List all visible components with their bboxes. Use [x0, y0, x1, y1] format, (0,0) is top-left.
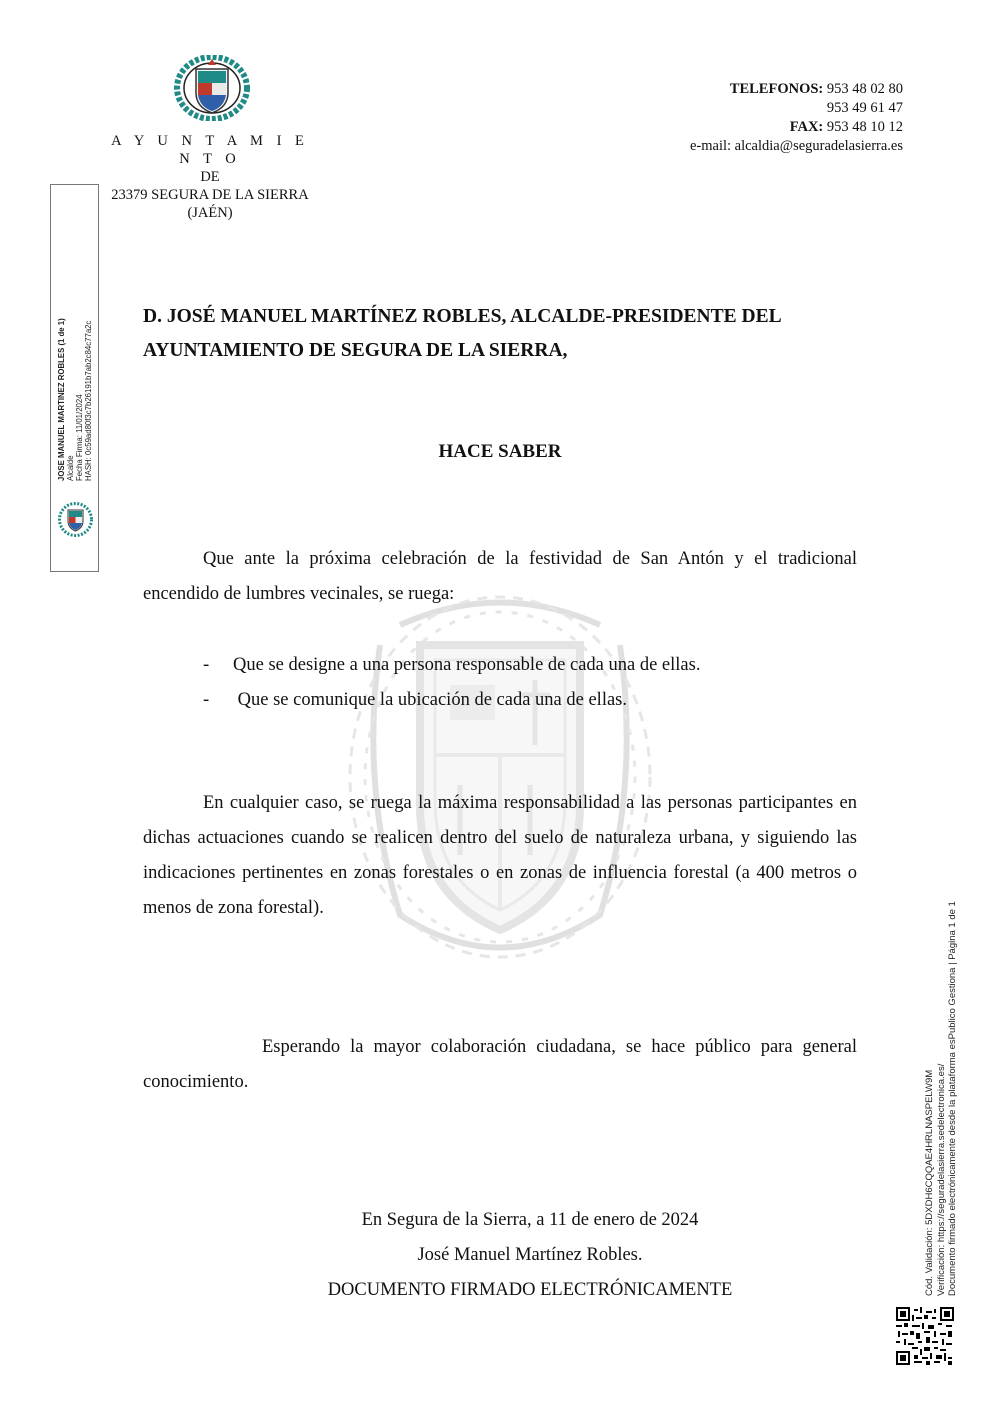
signature-hash: HASH: 0c59ad80f3c7b26191b7ab2c84c77a2c	[84, 320, 93, 481]
closing-block	[180, 1203, 880, 1308]
list-bullet: -	[203, 690, 210, 710]
paragraph-intro-text: Que ante la próxima celebración de la festividad de San Antón y el tradicional encendido de lumbres vecinales, se ruega:	[143, 549, 857, 604]
municipality-province: (JAÉN)	[187, 205, 233, 221]
telefono-2: 953 49 61 47	[826, 100, 903, 116]
list-item-text: Que se comunique la ubicación de cada una de ellas.	[233, 690, 627, 710]
place-date: En Segura de la Sierra, a 11 de enero de 2024	[361, 1210, 699, 1230]
seal-icon	[57, 501, 94, 538]
municipality-name: A Y U N T A M I E N T O	[111, 133, 309, 167]
signer-name: JOSE MANUEL MARTINEZ ROBLES (1 de 1)	[57, 318, 66, 481]
list-item	[203, 648, 700, 683]
paragraph-responsibility-text: En cualquier caso, se ruega la máxima responsabilidad a las personas participantes en dichas actuaciones cuando se realicen dentro del suelo de naturaleza urbana, y siguiendo las indicaciones pertinentes en zonas forestales o en zonas de influencia forestal (a 400 metros o menos de zona forestal).	[143, 793, 857, 918]
validation-code: Cód. Validación: 5DXDH6CQQAE4HRLNASPELW9M	[924, 1069, 935, 1296]
email-address: e-mail: alcaldia@seguradelasierra.es	[689, 138, 903, 154]
heading-line-2: AYUNTAMIENTO DE SEGURA DE LA SIERRA,	[143, 340, 568, 361]
validation-url[interactable]: Verificación: https://seguradelasierra.sedelectronica.es/	[935, 1063, 947, 1296]
telefono-1: 953 48 02 80	[826, 81, 903, 97]
signer-role: Alcalde	[66, 455, 75, 481]
paragraph-closing-text: Esperando la mayor colaboración ciudadana, se hace público para general conocimiento.	[143, 1037, 857, 1092]
municipal-crest-logo	[174, 55, 250, 121]
signed-note: DOCUMENTO FIRMADO ELECTRÓNICAMENTE	[327, 1280, 733, 1300]
validation-platform: Documento firmado electrónicamente desde la plataforma esPublico Gestiona | Página 1 de 1	[947, 901, 958, 1296]
paragraph-closing	[143, 1030, 857, 1100]
signature-date: Fecha Firma: 11/01/2024	[75, 394, 84, 481]
hace-saber-title: HACE SABER	[438, 441, 562, 462]
signature-stamp	[50, 184, 99, 572]
list-bullet: -	[203, 655, 210, 675]
signer-full-name: José Manuel Martínez Robles.	[417, 1245, 643, 1265]
telefonos-label: TELEFONOS:	[729, 81, 824, 97]
fax-label: FAX:	[789, 119, 824, 135]
heading-line-1: D. JOSÉ MANUEL MARTÍNEZ ROBLES, ALCALDE-PRESIDENTE DEL	[143, 306, 782, 327]
contact-block	[690, 80, 903, 156]
municipality-address	[100, 132, 320, 222]
paragraph-responsibility	[143, 786, 857, 926]
paragraph-intro	[143, 542, 857, 612]
page-title	[143, 300, 863, 368]
list-item-text: Que se designe a una persona responsable de cada una de ellas.	[233, 655, 701, 675]
validation-text	[924, 901, 959, 1296]
qr-code-icon	[896, 1307, 954, 1365]
fax-number: 953 48 10 12	[826, 119, 903, 135]
municipality-de: DE	[200, 169, 220, 185]
municipality-postal-town: 23379 SEGURA DE LA SIERRA	[111, 187, 309, 203]
list-item	[203, 683, 700, 718]
request-list	[203, 648, 700, 718]
